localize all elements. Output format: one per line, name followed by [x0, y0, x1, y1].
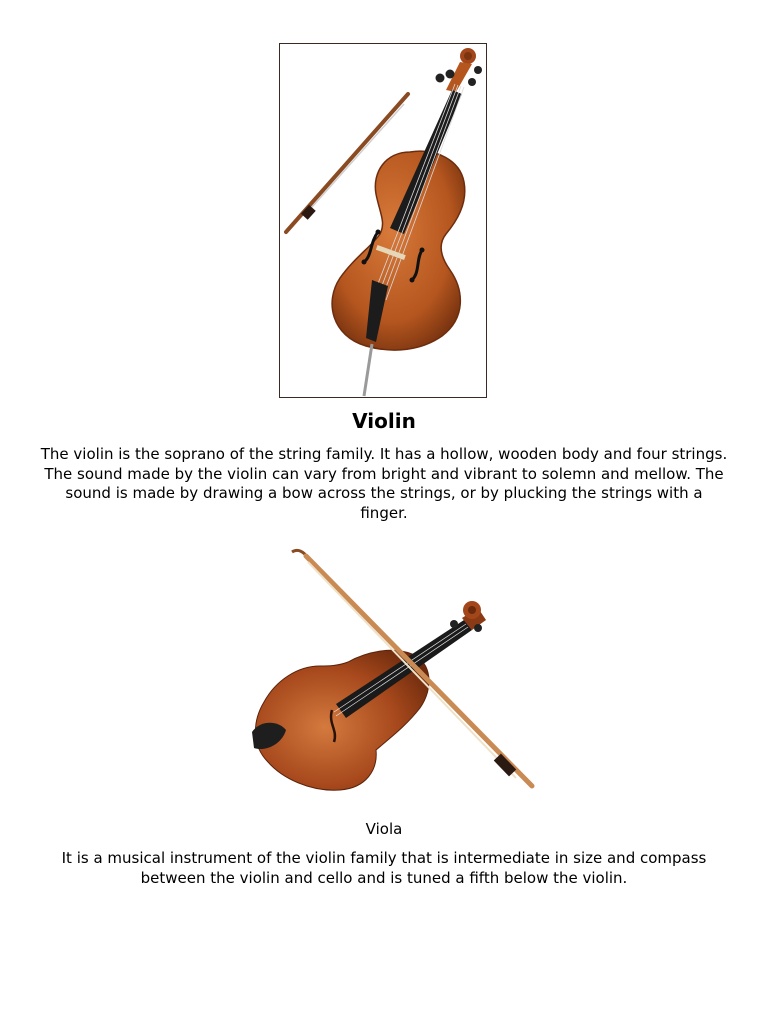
figure-caption-viola: Viola	[365, 820, 403, 838]
violin-photo	[216, 534, 552, 806]
cello-body	[332, 151, 465, 350]
cello-scroll	[436, 48, 483, 92]
section-title-violin: Violin	[352, 409, 416, 433]
cello-illustration	[279, 43, 487, 398]
violin-description: The violin is the soprano of the string family. It has a hollow, wooden body and four strings. The sound made by the violin can vary from bright and vibrant to solemn and mellow. The sound is made by drawing a bow across the strings, or by plucking the strings with a finger.	[40, 445, 728, 522]
viola-description: It is a musical instrument of the violin family that is intermediate in size and compass between the violin and cello and is tuned a fifth below the violin.	[61, 849, 707, 887]
